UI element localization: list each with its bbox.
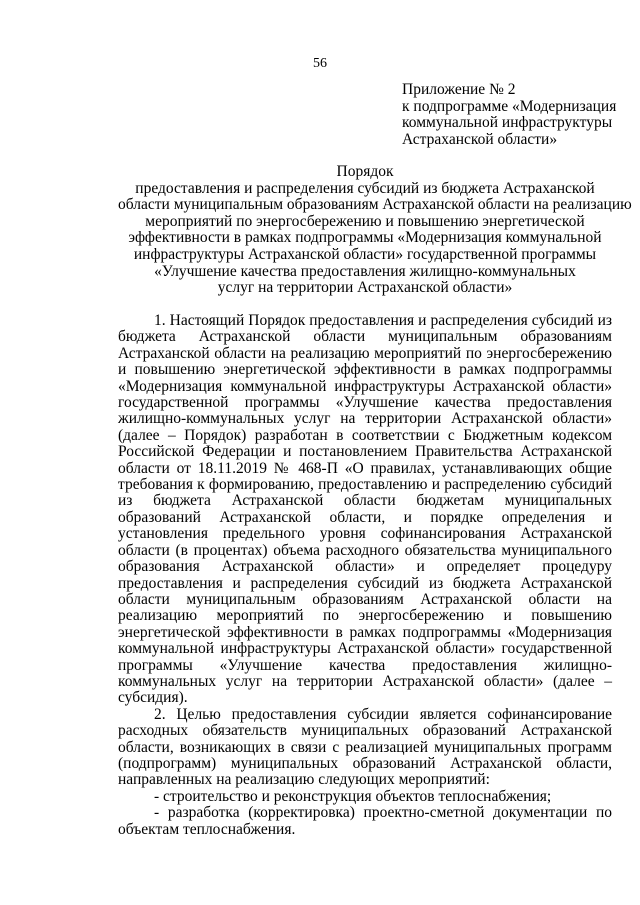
page-number: 56 (313, 56, 327, 71)
paragraph-2: 2. Целью предоставления субсидии является софинансирование расходных обязательств муниципальных образований Астраханской области, возникающих в связи с реализацией муниципальных программ (подпрограмм) муниципальных образований Астраханской области, направленных на реализацию следующих мероприятий: (118, 705, 612, 789)
document-title (118, 163, 632, 297)
paragraph-1: 1. Настоящий Порядок предоставления и распределения субсидий из бюджета Астраханской области муниципальным образованиям Астраханской области на реализацию мероприятий по энергосбережению и повышению энергетической эффективности в рамках подпрограммы «Модернизация коммунальной инфраструктуры Астраханской области» государственной программы «Улучшение качества предоставления жилищно-коммунальных услуг на территории Астраханской области» (далее – Порядок) разработан в соответствии с Бюджетным кодексом Российской Федерации и постановлением Правительства Астраханской области от 18.11.2019 № 468-П «О правилах, устанавливающих общие требования к формированию, предоставлению и распределению субсидий из бюджета Астраханской области бюджетам муниципальных образований Астраханской области, и порядке определения и установления предельного уровня софинансирования Астраханской области (в процентах) объема расходного обязательства муниципального образования Астраханской области» и определяет процедуру предоставления и распределения субсидий из бюджета Астраханской области муниципальным образованиям Астраханской области на реализацию мероприятий по энергосбережению и повышению энергетической эффективности в рамках подпрограммы «Модернизация коммунальной инфраструктуры Астраханской области» государственной программы «Улучшение качества предоставления жилищно-коммунальных услуг на территории Астраханской области» (далее – субсидия). (118, 312, 612, 707)
appendix-line: Астраханской области» (402, 130, 558, 148)
title-line: эффективности в рамках подпрограммы «Модернизация коммунальной (128, 229, 602, 247)
title-line: области муниципальным образованиям Астраханской области на реализацию (118, 196, 632, 214)
title-line: «Улучшение качества предоставления жилищно-коммунальных (154, 262, 576, 280)
appendix-line: коммунальной инфраструктуры (402, 114, 613, 132)
title-line: предоставления и распределения субсидий из бюджета Астраханской (135, 179, 595, 197)
title-heading: Порядок (336, 163, 394, 180)
title-line: услуг на территории Астраханской области» (217, 279, 513, 297)
list-item: - строительство и реконструкция объектов теплоснабжения; (154, 787, 552, 805)
appendix-line: к подпрограмме «Модернизация (402, 97, 617, 115)
appendix-line: Приложение № 2 (402, 81, 516, 98)
list-item: - разработка (корректировка) проектно-сметной документации по объектам теплоснабжения. (118, 804, 612, 838)
title-line: мероприятий по энергосбережению и повышению энергетической (145, 212, 585, 230)
appendix-header (402, 82, 637, 148)
document-body (118, 313, 612, 838)
title-line: инфраструктуры Астраханской области» государственной программы (133, 245, 597, 263)
